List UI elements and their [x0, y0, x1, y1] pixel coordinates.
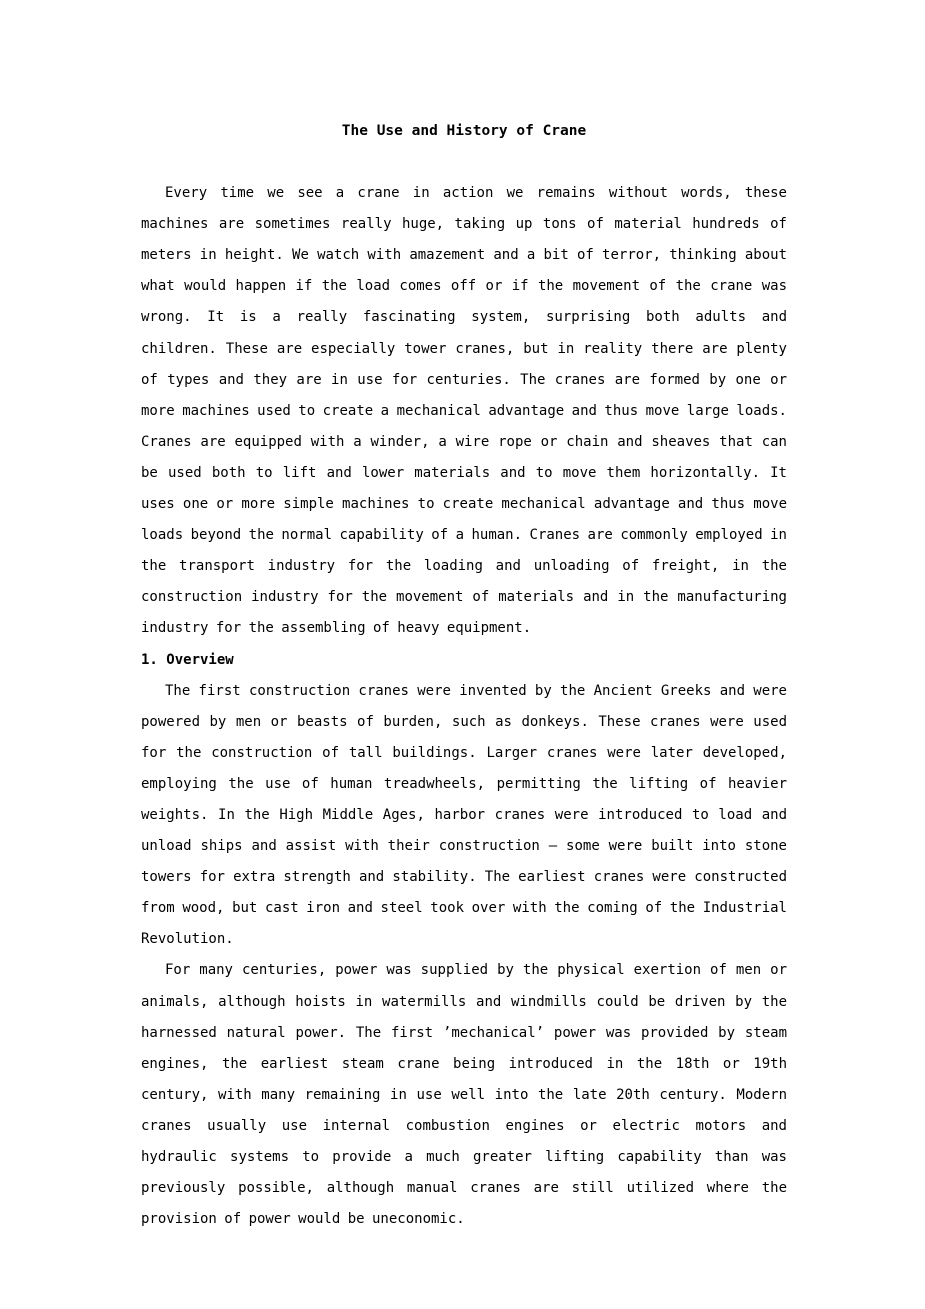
document-page: [141, 116, 787, 1235]
section-heading-overview: 1. Overview: [141, 651, 234, 668]
document-title: The Use and History of Crane: [341, 123, 587, 139]
intro-paragraph: Every time we see a crane in action we remains without words, these machines are sometimes really huge, taking up tons of material hundreds of meters in height. We watch with amazement and a bit of terror, thinking about what would happen if the load comes off or if the movement of the crane was wrong. It is a really fascinating system, surprising both adults and children. These are especially tower cranes, but in reality there are plenty of types and they are in use for centuries. The cranes are formed by one or more machines used to create a mechanical advantage and thus move large loads. Cranes are equipped with a winder, a wire rope or chain and sheaves that can be used both to lift and lower materials and to move them horizontally. It uses one or more simple machines to create mechanical advantage and thus move loads beyond the normal capability of a human. Cranes are commonly employed in the transport industry for the loading and unloading of freight, in the construction industry for the movement of materials and in the manufacturing industry for the assembling of heavy equipment.: [141, 185, 787, 637]
overview-paragraph-2: For many centuries, power was supplied by the physical exertion of men or animals, although hoists in watermills and windmills could be driven by the harnessed natural power. The first ’mechanical’ power was provided by steam engines, the earliest steam crane being introduced in the 18th or 19th century, with many remaining in use well into the late 20th century. Modern cranes usually use internal combustion engines or electric motors and hydraulic systems to provide a much greater lifting capability than was previously possible, although manual cranes are still utilized where the provision of power would be uneconomic.: [141, 962, 787, 1228]
overview-paragraph-1: The first construction cranes were invented by the Ancient Greeks and were powered by men or beasts of burden, such as donkeys. These cranes were used for the construction of tall buildings. Larger cranes were later developed, employing the use of human treadwheels, permitting the lifting of heavier weights. In the High Middle Ages, harbor cranes were introduced to load and unload ships and assist with their construction – some were built into stone towers for extra strength and stability. The earliest cranes were constructed from wood, but cast iron and steel took over with the coming of the Industrial Revolution.: [141, 682, 787, 948]
